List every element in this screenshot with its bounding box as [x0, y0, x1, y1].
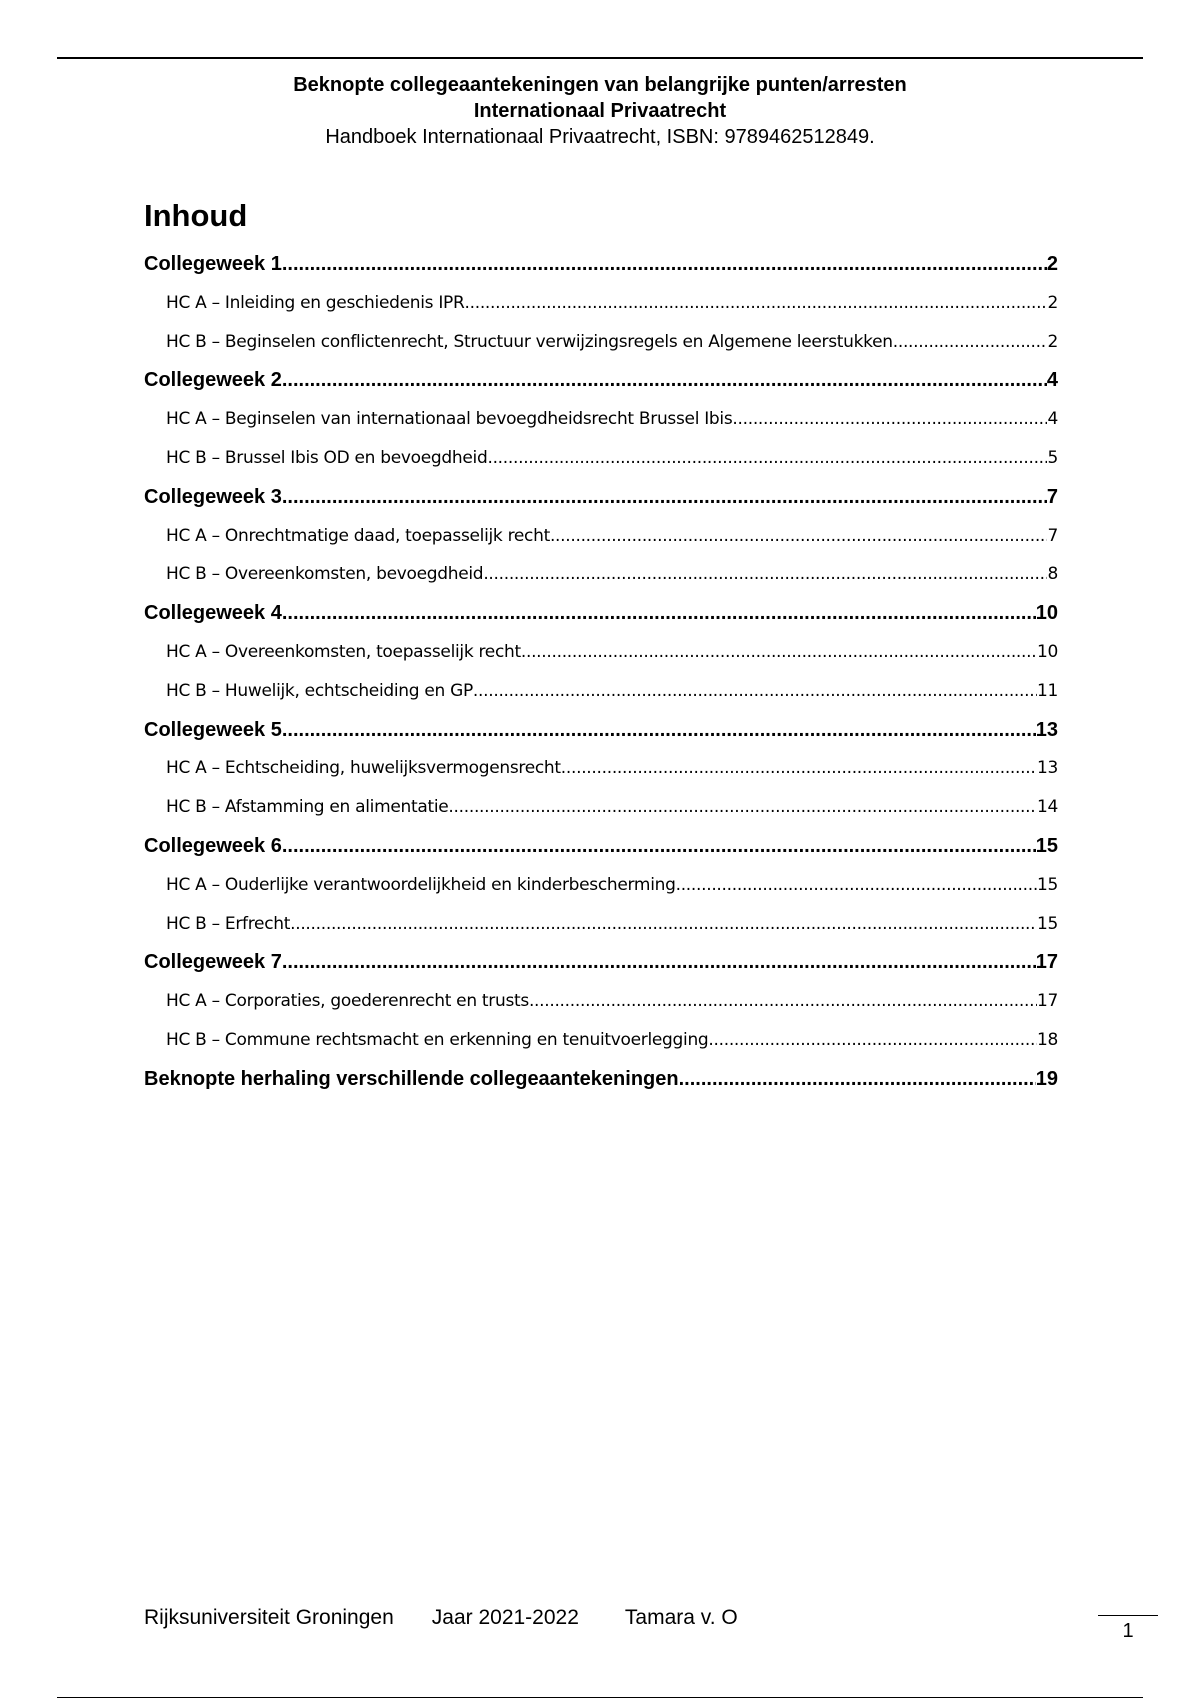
toc-entry-label: Collegeweek 5	[144, 718, 282, 741]
toc-entry-page: 7	[1046, 485, 1058, 508]
toc-entry-page: 15	[1036, 913, 1058, 934]
toc-entry-week4-hc-b[interactable]	[144, 672, 1058, 711]
toc-entry-week2-hc-a[interactable]	[144, 400, 1058, 439]
page-number-rule	[1098, 1615, 1158, 1616]
toc-entry-collegeweek-2[interactable]	[144, 361, 1058, 400]
toc-entry-week3-hc-a[interactable]	[144, 517, 1058, 556]
toc-entry-label: Collegeweek 2	[144, 369, 282, 392]
toc-entry-label: Beknopte herhaling verschillende collegeaantekeningen	[144, 1067, 679, 1090]
toc-entry-label: HC A – Inleiding en geschiedenis IPR	[166, 292, 465, 313]
toc-leader	[282, 478, 1047, 517]
toc-leader	[676, 866, 1037, 905]
toc-leader	[282, 827, 1036, 866]
toc-entry-page: 2	[1047, 292, 1058, 313]
toc-entry-page: 2	[1047, 331, 1058, 352]
toc-leader	[282, 361, 1047, 400]
toc-entry-label: HC B – Erfrecht	[166, 913, 291, 934]
toc-entry-label: HC B – Brussel Ibis OD en bevoegdheid	[166, 447, 488, 468]
toc-entry-page: 8	[1047, 564, 1058, 585]
toc-entry-page: 5	[1047, 447, 1058, 468]
toc-entry-collegeweek-7[interactable]	[144, 943, 1058, 982]
toc-entry-page: 4	[1046, 369, 1058, 392]
toc-leader	[282, 245, 1047, 284]
toc-entry-page: 10	[1035, 602, 1058, 625]
toc-entry-label: HC B – Huwelijk, echtscheiding en GP	[166, 680, 473, 701]
toc-entry-page: 17	[1036, 991, 1058, 1012]
toc-leader	[708, 1021, 1037, 1060]
footer-year: Jaar 2021-2022	[431, 1606, 579, 1629]
document-header	[0, 72, 1200, 150]
toc-entry-label: HC A – Ouderlijke verantwoordelijkheid en kinderbescherming	[166, 874, 676, 895]
toc-entry-label: Collegeweek 3	[144, 485, 282, 508]
toc-leader	[679, 1060, 1036, 1099]
document-source: Handboek Internationaal Privaatrecht, ISBN: 9789462512849.	[325, 126, 875, 148]
toc-entry-page: 14	[1036, 797, 1058, 818]
toc-leader	[521, 633, 1037, 672]
toc-entry-page: 2	[1046, 253, 1058, 275]
toc-entry-collegeweek-1[interactable]	[144, 245, 1058, 284]
toc-entry-week1-hc-b[interactable]	[144, 323, 1058, 362]
toc-entry-label: Collegeweek 4	[144, 602, 282, 625]
toc-leader	[561, 749, 1037, 788]
toc-entry-collegeweek-3[interactable]	[144, 478, 1058, 517]
toc-entry-collegeweek-6[interactable]	[144, 827, 1058, 866]
page-number: 1	[1122, 1620, 1134, 1642]
toc-leader	[448, 788, 1037, 827]
toc-entry-week5-hc-b[interactable]	[144, 788, 1058, 827]
bottom-rule	[57, 1697, 1143, 1698]
footer-author: Tamara v. O	[624, 1606, 738, 1629]
toc-entry-label: HC B – Afstamming en alimentatie	[166, 797, 449, 818]
toc-leader	[893, 323, 1048, 362]
toc-entry-label: HC B – Beginselen conflictenrecht, Structuur verwijzingsregels en Algemene leerstukken	[166, 331, 893, 352]
toc-entry-label: HC B – Commune rechtsmacht en erkenning en tenuitvoerlegging	[166, 1029, 709, 1050]
toc-entry-week7-hc-a[interactable]	[144, 982, 1058, 1021]
toc-entry-label: HC A – Onrechtmatige daad, toepasselijk recht	[166, 525, 550, 546]
toc-entry-collegeweek-5[interactable]	[144, 711, 1058, 750]
toc-leader	[290, 905, 1037, 944]
toc-entry-page: 15	[1036, 874, 1058, 895]
toc-entry-week1-hc-a[interactable]	[144, 284, 1058, 323]
toc-leader	[550, 517, 1048, 556]
toc-entry-page: 4	[1047, 409, 1058, 430]
toc-entry-page: 17	[1035, 951, 1058, 974]
toc-leader	[483, 555, 1047, 594]
document-title: Beknopte collegeaantekeningen van belangrijke punten/arresten	[293, 74, 907, 96]
toc-leader	[465, 284, 1048, 323]
toc-entry-week6-hc-a[interactable]	[144, 866, 1058, 905]
toc-entry-page: 10	[1036, 641, 1058, 662]
toc-entry-week7-hc-b[interactable]	[144, 1021, 1058, 1060]
toc-entry-page: 11	[1036, 680, 1058, 701]
toc-entry-label: Collegeweek 1	[144, 253, 282, 275]
toc-entry-label: Collegeweek 6	[144, 834, 282, 857]
toc-entry-page: 18	[1036, 1029, 1058, 1050]
toc-entry-week3-hc-b[interactable]	[144, 555, 1058, 594]
toc-leader	[473, 672, 1037, 711]
toc-leader	[529, 982, 1037, 1021]
toc-leader	[282, 711, 1036, 750]
top-rule	[57, 57, 1143, 59]
toc-entry-label: HC A – Beginselen van internationaal bevoegdheidsrecht Brussel Ibis	[166, 409, 733, 430]
toc-entry-page: 7	[1047, 525, 1058, 546]
toc-entry-week4-hc-a[interactable]	[144, 633, 1058, 672]
document-subject: Internationaal Privaatrecht	[473, 100, 727, 122]
footer-university: Rijksuniversiteit Groningen	[144, 1606, 394, 1629]
toc-entry-label: HC A – Echtscheiding, huwelijksvermogensrecht	[166, 758, 561, 779]
toc-entry-collegeweek-4[interactable]	[144, 594, 1058, 633]
toc-leader	[282, 943, 1036, 982]
toc-entry-label: Collegeweek 7	[144, 951, 282, 974]
toc-entry-week6-hc-b[interactable]	[144, 905, 1058, 944]
toc-entry-page: 15	[1035, 834, 1058, 857]
toc-entry-page: 19	[1035, 1067, 1058, 1090]
toc-entry-herhaling[interactable]	[144, 1060, 1058, 1099]
toc-entry-label: HC A – Overeenkomsten, toepasselijk recht	[166, 641, 521, 662]
toc-entry-label: HC A – Corporaties, goederenrecht en trusts	[166, 991, 529, 1012]
toc-entry-page: 13	[1035, 718, 1058, 741]
page-footer	[144, 1604, 738, 1632]
toc-leader	[732, 400, 1047, 439]
toc-entry-label: HC B – Overeenkomsten, bevoegdheid	[166, 564, 484, 585]
toc-entry-week5-hc-a[interactable]	[144, 749, 1058, 788]
toc-leader	[487, 439, 1047, 478]
toc-entry-week2-hc-b[interactable]	[144, 439, 1058, 478]
toc-entry-page: 13	[1036, 758, 1058, 779]
toc-leader	[282, 594, 1036, 633]
toc-heading: Inhoud	[144, 198, 248, 233]
table-of-contents	[144, 245, 1058, 1099]
